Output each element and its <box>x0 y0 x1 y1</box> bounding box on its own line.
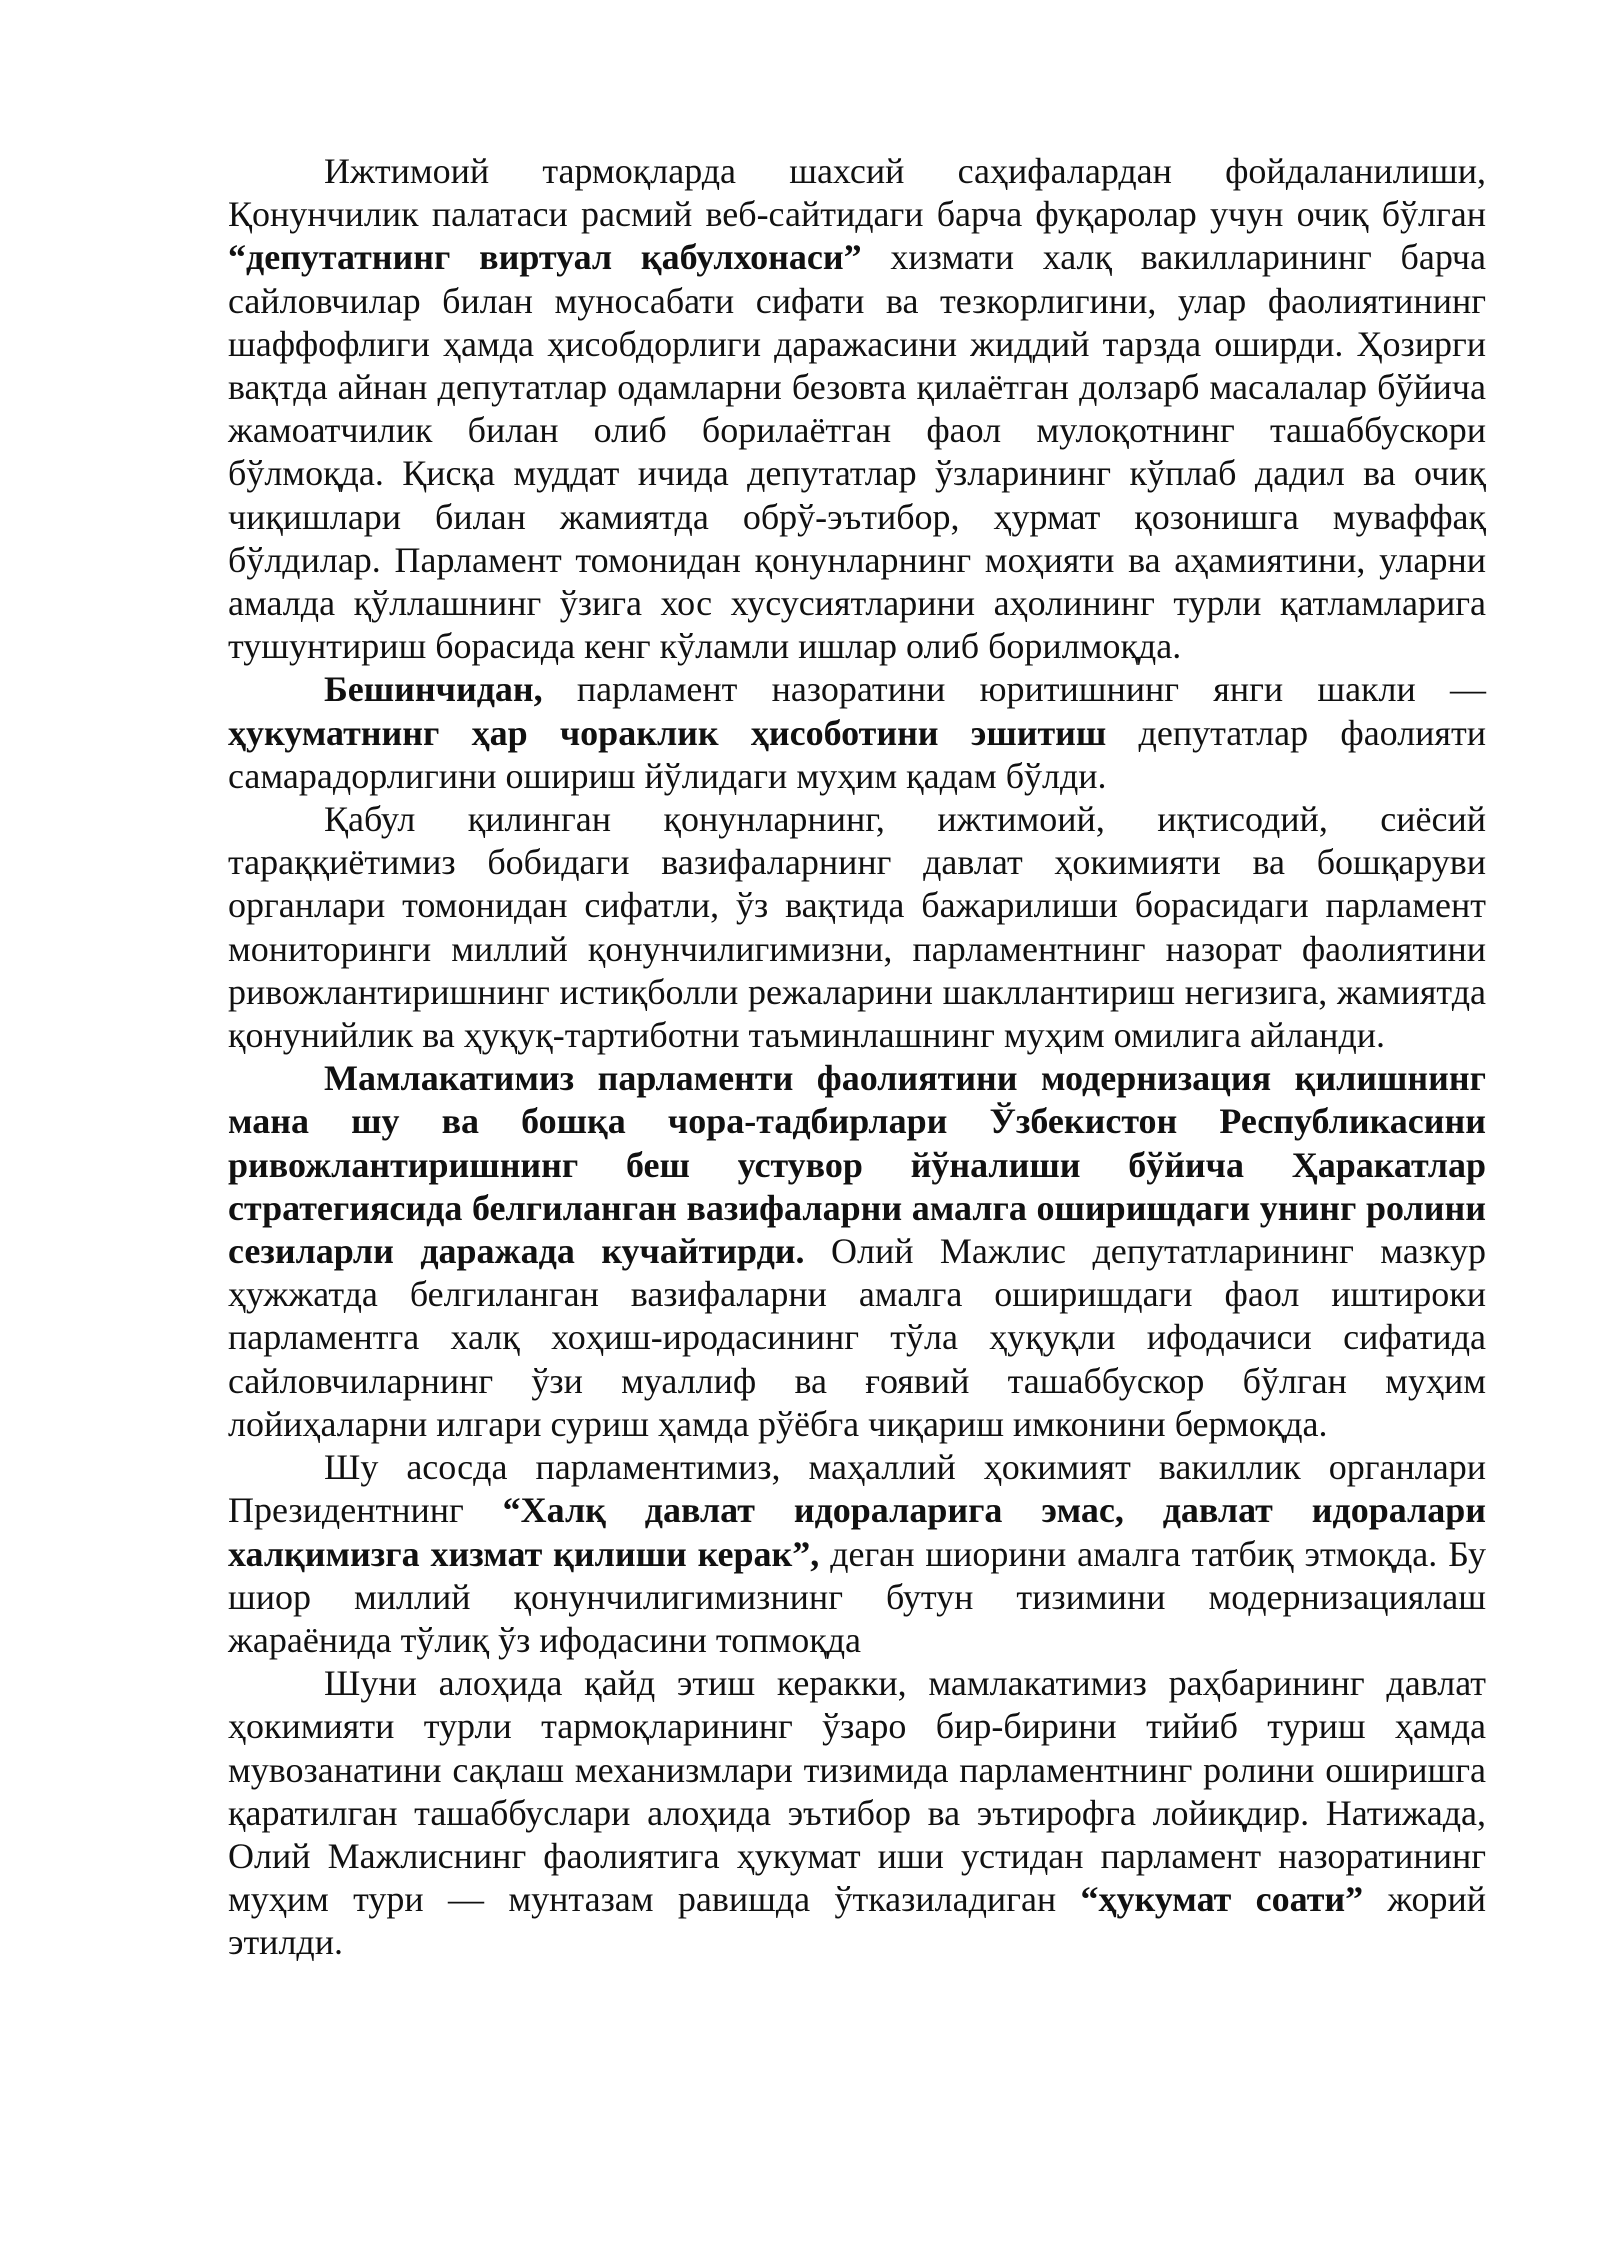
paragraph-text: депутатлар фаолияти самарадорлигини ошириш йўлидаги муҳим қадам бўлди. <box>228 712 1486 796</box>
paragraph-text: Шуни алоҳида қайд этиш керакки, мамлакатимиз раҳбарининг давлат ҳокимияти турли тармоқларининг ўзаро бир-бирини тийиб туриш ҳамда мувозанатини сақлаш механизмлари тизимида парламентнинг ролини оширишга қаратилган ташаббуслари алоҳида эътибор ва эътирофга лойиқдир. Натижада, Олий Мажлиснинг фаолиятига ҳукумат иши устидан парламент назоратининг муҳим тури — мунтазам равишда ўтказиладиган <box>228 1663 1486 1920</box>
paragraph-1 <box>228 150 1486 668</box>
paragraph-6 <box>228 1662 1486 1964</box>
paragraph-3 <box>228 798 1486 1057</box>
paragraph-2 <box>228 668 1486 798</box>
paragraph-text: Олий Мажлис депутатларининг мазкур ҳужжатда белгиланган вазифаларни амалга оширишдаги фаол иштироки парламентга халқ хоҳиш-иродасининг тўла ҳуқуқли ифодачиси сифатида сайловчиларнинг ўзи муаллиф ва ғоявий ташаббускор бўлган муҳим лойиҳаларни илгари суриш ҳамда рўёбга чиқариш имконини бермоқда. <box>228 1231 1486 1444</box>
paragraph-bold-text: “Халқ давлат идораларига эмас, давлат идоралари халқимизга хизмат қилиши керак”, <box>228 1490 1486 1574</box>
paragraph-text: Шу асосда парламентимиз, маҳаллий ҳокимият вакиллик органлари Президентнинг <box>228 1447 1486 1531</box>
paragraph-bold-text: “ҳукумат соати” <box>1080 1879 1364 1920</box>
paragraph-text: деган шиорини амалга татбиқ этмоқда. Бу шиор миллий қонунчилигимизнинг бутун тизимини модернизациялаш жараёнида тўлиқ ўз ифодасини топмоқда <box>228 1533 1486 1660</box>
paragraph-text: хизмати халқ вакилларининг барча сайловчилар билан муносабати сифати ва тезкорлигини, улар фаолиятининг шаффофлиги ҳамда ҳисобдорлиги даражасини жиддий тарзда оширди. Ҳозирги вақтда айнан депутатлар одамларни безовта қилаётган долзарб масалалар бўйича жамоатчилик билан олиб борилаётган фаол мулоқотнинг ташаббускори бўлмоқда. Қисқа муддат ичида депутатлар ўзларининг кўплаб дадил ва очиқ чиқишлари билан жамиятда обрў-эътибор, ҳурмат қозонишга муваффақ бўлдилар. Парламент томонидан қонунларнинг моҳияти ва аҳамиятини, уларни амалда қўллашнинг ўзига хос хусусиятларини аҳолининг турли қатламларига тушунтириш борасида кенг кўламли ишлар олиб борилмоқда. <box>228 237 1487 667</box>
paragraph-text: Ижтимоий тармоқларда шахсий саҳифалардан фойдаланилиши, Қонунчилик палатаси расмий веб-сайтидаги барча фуқаролар учун очиқ бўлган <box>228 151 1486 235</box>
paragraph-text: жорий этилди. <box>228 1879 1486 1963</box>
paragraph-bold-text: Мамлакатимиз парламенти фаолиятини модернизация қилишнинг мана шу ва бошқа чора-тадбирлари Ўзбекистон Республикасини ривожлантиришнинг беш устувор йўналиши бўйича Ҳаракатлар стратегиясида белгиланган вазифаларни амалга оширишдаги унинг ролини сезиларли даражада кучайтирди. <box>228 1058 1486 1272</box>
paragraph-bold-text: ҳукуматнинг ҳар чораклик ҳисоботини эшитиш <box>228 712 1107 753</box>
paragraph-text: парламент назоратини юритишнинг янги шакли — <box>542 669 1486 710</box>
paragraph-4 <box>228 1057 1486 1446</box>
paragraph-text: Қабул қилинган қонунларнинг, ижтимоий, иқтисодий, сиёсий тараққиётимиз бобидаги вазифаларнинг давлат ҳокимияти ва бошқаруви органлари томонидан сифатли, ўз вақтида бажарилиши борасидаги парламент мониторинги миллий қонунчилигимизни, парламентнинг назорат фаолиятини ривожлантиришнинг истиқболли режаларини шакллантириш негизига, жамиятда қонунийлик ва ҳуқуқ-тартиботни таъминлашнинг муҳим омилига айланди. <box>228 799 1486 1056</box>
paragraph-bold-text: “депутатнинг виртуал қабулхонаси” <box>228 237 862 278</box>
paragraph-bold-text: Бешинчидан, <box>324 669 543 710</box>
document-page <box>228 150 1486 1965</box>
paragraph-5 <box>228 1446 1486 1662</box>
